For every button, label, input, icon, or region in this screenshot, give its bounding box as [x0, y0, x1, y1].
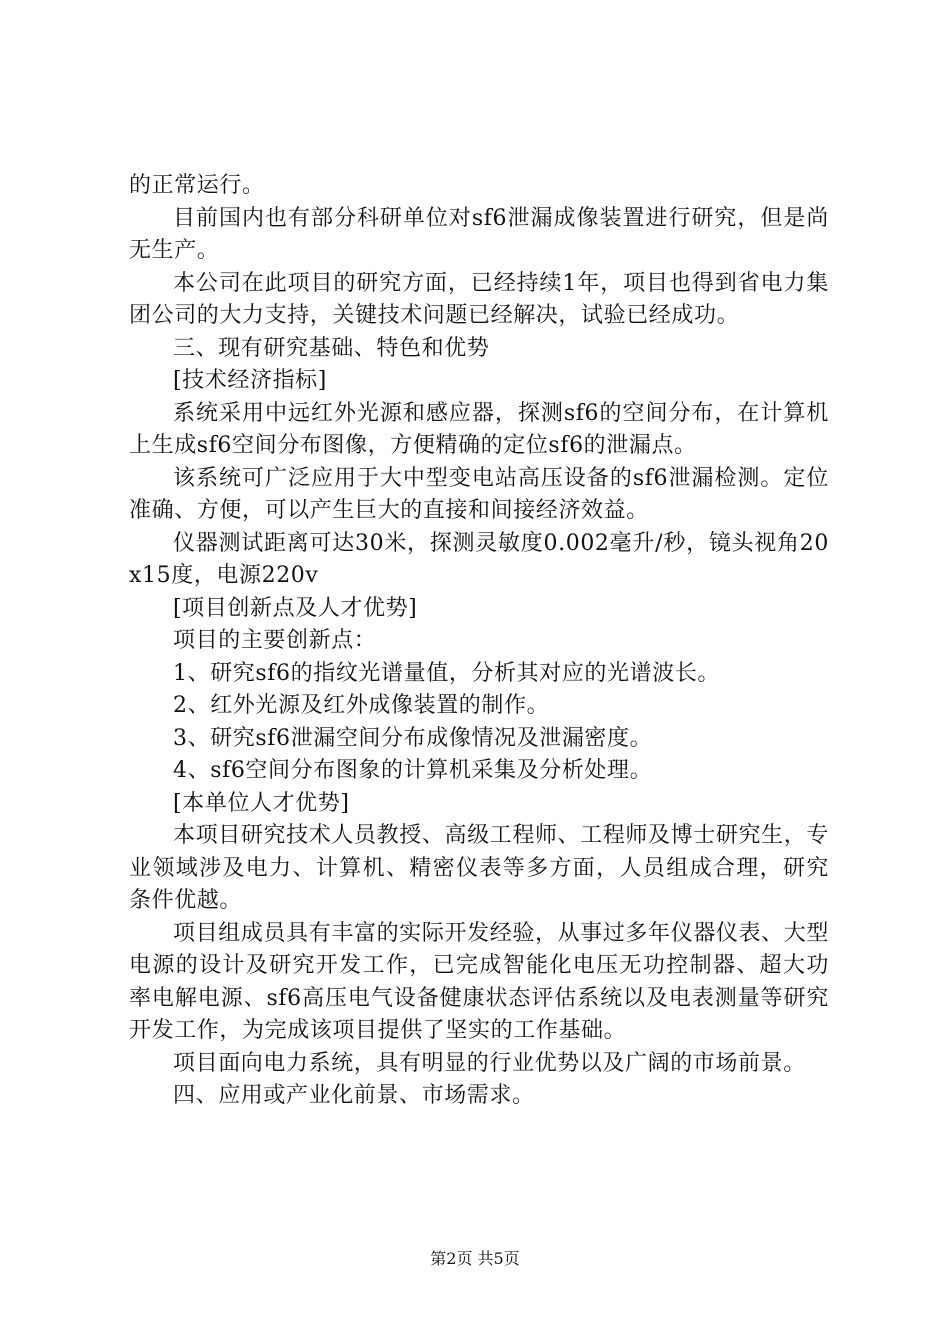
paragraph: [本单位人才优势] [173, 790, 350, 816]
paragraph: 项目面向电力系统，具有明显的行业优势以及广阔的市场前景。 [173, 1050, 806, 1076]
paragraph: 本公司在此项目的研究方面，已经持续1年，项目也得到省电力集团公司的大力支持，关键技术问题已经解决，试验已经成功。 [129, 270, 829, 328]
paragraph: 3、研究sf6泄漏空间分布成像情况及泄漏密度。 [173, 725, 653, 751]
paragraph: 4、sf6空间分布图象的计算机采集及分析处理。 [173, 758, 653, 783]
paragraph: 本项目研究技术人员教授、高级工程师、工程师及博士研究生，专业领域涉及电力、计算机、精密仪表等多方面，人员组成合理，研究条件优越。 [129, 823, 829, 913]
paragraph: 的正常运行。 [129, 173, 265, 198]
paragraph: [项目创新点及人才优势] [173, 595, 418, 621]
paragraph: 目前国内也有部分科研单位对sf6泄漏成像装置进行研究，但是尚无生产。 [129, 205, 829, 263]
document-body [129, 170, 829, 1113]
paragraph: 1、研究sf6的指纹光谱量值，分析其对应的光谱波长。 [173, 660, 721, 686]
paragraph: 四、应用或产业化前景、市场需求。 [173, 1083, 535, 1108]
paragraph: 仪器测试距离可达30米，探测灵敏度0.002毫升/秒，镜头视角20x15度，电源220v [129, 530, 829, 588]
paragraph: 系统采用中远红外光源和感应器，探测sf6的空间分布，在计算机上生成sf6空间分布图像，方便精确的定位sf6的泄漏点。 [129, 400, 829, 458]
paragraph: 项目组成员具有丰富的实际开发经验，从事过多年仪器仪表、大型电源的设计及研究开发工作，已完成智能化电压无功控制器、超大功率电解电源、sf6高压电气设备健康状态评估系统以及电表测量等研究开发工作，为完成该项目提供了坚实的工作基础。 [129, 920, 829, 1043]
paragraph: 该系统可广泛应用于大中型变电站高压设备的sf6泄漏检测。定位准确、方便，可以产生巨大的直接和间接经济效益。 [129, 465, 829, 523]
paragraph: [技术经济指标] [173, 368, 327, 393]
paragraph: 2、红外光源及红外成像装置的制作。 [173, 693, 550, 718]
paragraph: 项目的主要创新点： [173, 628, 377, 653]
page-footer: 第2页 共5页 [430, 1249, 520, 1268]
paragraph: 三、现有研究基础、特色和优势 [173, 335, 490, 361]
